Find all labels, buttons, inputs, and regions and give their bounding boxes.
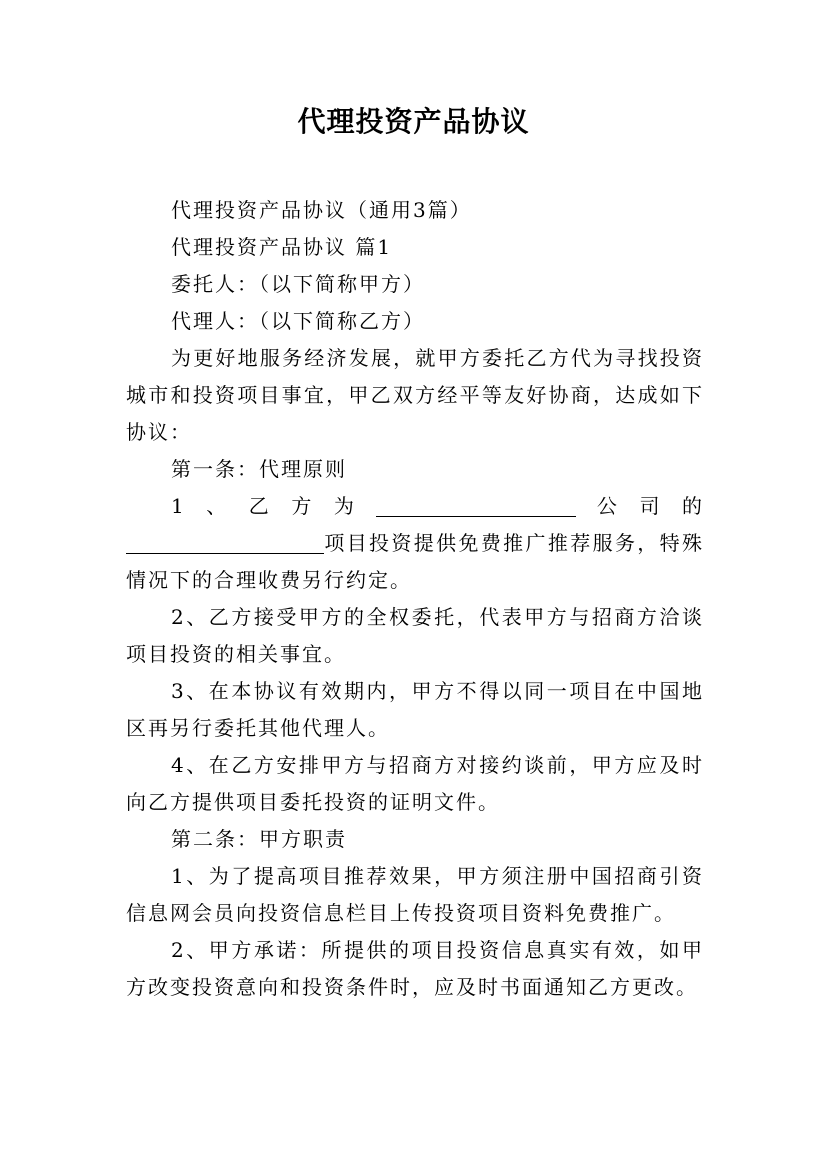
clause-1-line-1 <box>126 488 704 525</box>
document-title: 代理投资产品协议 <box>297 105 530 138</box>
clause-1-text-c: 项目投资提供免费推广推荐服务，特殊情况下的合理收费另行约定。 <box>126 531 704 592</box>
paragraph-agent: 代理人：（以下简称乙方） <box>171 309 425 333</box>
blank-line <box>126 531 324 554</box>
paragraph-preamble: 为更好地服务经济发展，就甲方委托乙方代为寻找投资城市和投资项目事宜，甲乙双方经平等友好协商，达成如下协议： <box>126 346 704 444</box>
blank-line <box>376 494 576 517</box>
paragraph-principal: 委托人：（以下简称甲方） <box>171 272 425 296</box>
paragraph-subtitle: 代理投资产品协议（通用3篇） <box>171 198 472 222</box>
clause-2: 2、乙方接受甲方的全权委托，代表甲方与招商方洽谈项目投资的相关事宜。 <box>126 605 704 666</box>
clause-1-text-a: 1、乙方为 <box>171 494 377 518</box>
paragraph-part-heading: 代理投资产品协议 篇1 <box>171 235 393 259</box>
clause-3: 3、在本协议有效期内，甲方不得以同一项目在中国地区再另行委托其他代理人。 <box>126 679 704 740</box>
clause-1-text-b: 公司的 <box>576 494 704 518</box>
article-2-heading: 第二条：甲方职责 <box>171 827 347 851</box>
article-1-heading: 第一条：代理原则 <box>171 457 347 481</box>
clause-1-line-2 <box>126 525 704 599</box>
clause-4: 4、在乙方安排甲方与招商方对接约谈前，甲方应及时向乙方提供项目委托投资的证明文件。 <box>126 753 704 814</box>
article-2-clause-1: 1、为了提高项目推荐效果，甲方须注册中国招商引资信息网会员向投资信息栏目上传投资项目资料免费推广。 <box>126 864 704 925</box>
document-body <box>126 192 704 1006</box>
article-2-clause-2: 2、甲方承诺：所提供的项目投资信息真实有效，如甲方改变投资意向和投资条件时，应及时书面通知乙方更改。 <box>126 938 704 999</box>
